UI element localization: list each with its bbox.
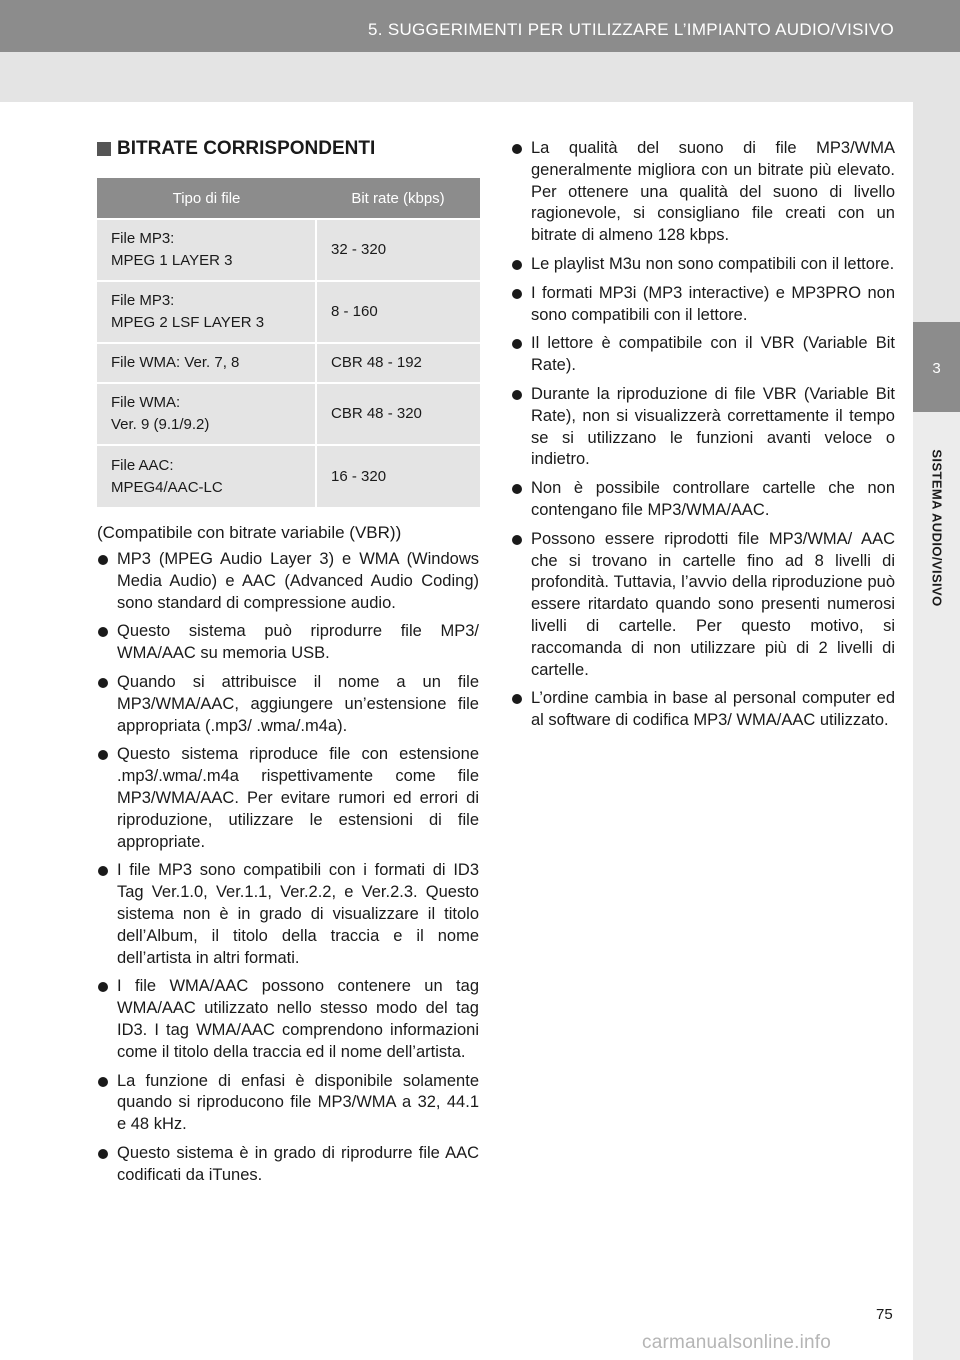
list-item: Questo sistema è in grado di riprodurre file AAC codificati da iTunes. bbox=[97, 1143, 479, 1187]
table-row bbox=[97, 343, 480, 383]
list-item: La qualità del suono di file MP3/WMA generalmente migliora con un bitrate più elevato. Per ottenere una qualità del suono di livello ragionevole, si consigliano file creati con un bitrate di almeno 128 kbps. bbox=[511, 138, 895, 247]
table-cell-type: File WMA: Ver. 9 (9.1/9.2) bbox=[97, 383, 316, 445]
vbr-note: (Compatibile con bitrate variabile (VBR)) bbox=[97, 523, 402, 542]
table-header-cell: Bit rate (kbps) bbox=[316, 178, 480, 219]
list-item: Quando si attribuisce il nome a un file MP3/WMA/AAC, aggiungere un’estensione file appropriata (.mp3/ .wma/.m4a). bbox=[97, 672, 479, 737]
table-cell-rate: CBR 48 - 320 bbox=[316, 383, 480, 445]
watermark: carmanualsonline.info bbox=[642, 1332, 832, 1353]
chapter-label: SISTEMA AUDIO/VISIVO bbox=[929, 449, 945, 607]
right-column bbox=[511, 138, 895, 739]
chapter-tab-number: 3 bbox=[932, 360, 941, 377]
table-row bbox=[97, 383, 480, 445]
side-strip-top bbox=[913, 102, 960, 322]
left-bullet-list bbox=[97, 549, 479, 1187]
table-cell-type: File MP3: MPEG 2 LSF LAYER 3 bbox=[97, 281, 316, 343]
chapter-tab[interactable] bbox=[913, 322, 960, 412]
table-cell-type: File AAC: MPEG4/AAC-LC bbox=[97, 445, 316, 507]
list-item: Non è possibile controllare cartelle che non contengano file MP3/WMA/AAC. bbox=[511, 478, 895, 522]
list-item: I formati MP3i (MP3 interactive) e MP3PRO non sono compatibili con il lettore. bbox=[511, 283, 895, 327]
bitrate-table bbox=[97, 178, 480, 507]
list-item: Durante la riproduzione di file VBR (Variable Bit Rate), non si visualizzerà correttamente il tempo se si utilizzano le funzioni avanti veloce o indietro. bbox=[511, 384, 895, 471]
right-bullet-list bbox=[511, 138, 895, 732]
table-row bbox=[97, 281, 480, 343]
list-item: MP3 (MPEG Audio Layer 3) e WMA (Windows Media Audio) e AAC (Advanced Audio Coding) sono standard di compressione audio. bbox=[97, 549, 479, 614]
table-cell-type: File WMA: Ver. 7, 8 bbox=[97, 343, 316, 383]
left-column bbox=[97, 138, 479, 1194]
section-title: BITRATE CORRISPONDENTI bbox=[117, 138, 376, 159]
list-item: Possono essere riprodotti file MP3/WMA/ AAC che si trovano in cartelle fino ad 8 livelli di profondità. Tuttavia, l’avvio della riproduzione può essere ritardato quando sono presenti numerosi livelli di cartelle. Per questo motivo, si raccomanda di non utilizzare più di 2 livelli di cartelle. bbox=[511, 529, 895, 682]
table-header-cell: Tipo di file bbox=[97, 178, 316, 219]
square-bullet-icon bbox=[97, 142, 111, 156]
list-item: I file MP3 sono compatibili con i formati di ID3 Tag Ver.1.0, Ver.1.1, Ver.2.2, e Ver.2.3. Questo sistema non è in grado di visualizzare il titolo dell’Album, il titolo della traccia e il nome dell’artista in altri formati. bbox=[97, 860, 479, 969]
list-item: Questo sistema può riprodurre file MP3/ WMA/AAC su memoria USB. bbox=[97, 621, 479, 665]
list-item: L’ordine cambia in base al personal computer ed al software di codifica MP3/ WMA/AAC utilizzato. bbox=[511, 688, 895, 732]
table-cell-rate: CBR 48 - 192 bbox=[316, 343, 480, 383]
header-subband bbox=[0, 52, 960, 102]
list-item: Il lettore è compatibile con il VBR (Variable Bit Rate). bbox=[511, 333, 895, 377]
table-row bbox=[97, 445, 480, 507]
section-heading bbox=[97, 138, 479, 160]
table-row bbox=[97, 219, 480, 281]
table-cell-rate: 16 - 320 bbox=[316, 445, 480, 507]
page-number: 75 bbox=[876, 1306, 893, 1323]
table-cell-type: File MP3: MPEG 1 LAYER 3 bbox=[97, 219, 316, 281]
table-cell-rate: 8 - 160 bbox=[316, 281, 480, 343]
running-header: 5. SUGGERIMENTI PER UTILIZZARE L’IMPIANTO AUDIO/VISIVO bbox=[368, 20, 894, 39]
table-header-row bbox=[97, 178, 480, 219]
list-item: Le playlist M3u non sono compatibili con il lettore. bbox=[511, 254, 895, 276]
header-band bbox=[0, 0, 960, 52]
table-cell-rate: 32 - 320 bbox=[316, 219, 480, 281]
list-item: I file WMA/AAC possono contenere un tag WMA/AAC utilizzato nello stesso modo del tag ID3. I tag WMA/AAC comprendono informazioni come il titolo della traccia ed il nome dell’artista. bbox=[97, 976, 479, 1063]
list-item: Questo sistema riproduce file con estensione .mp3/.wma/.m4a rispettivamente come file MP3/WMA/AAC. Per evitare rumori ed errori di riproduzione, utilizzare le estensioni di file appropriate. bbox=[97, 744, 479, 853]
list-item: La funzione di enfasi è disponibile solamente quando si riproducono file MP3/WMA a 32, 44.1 e 48 kHz. bbox=[97, 1071, 479, 1136]
